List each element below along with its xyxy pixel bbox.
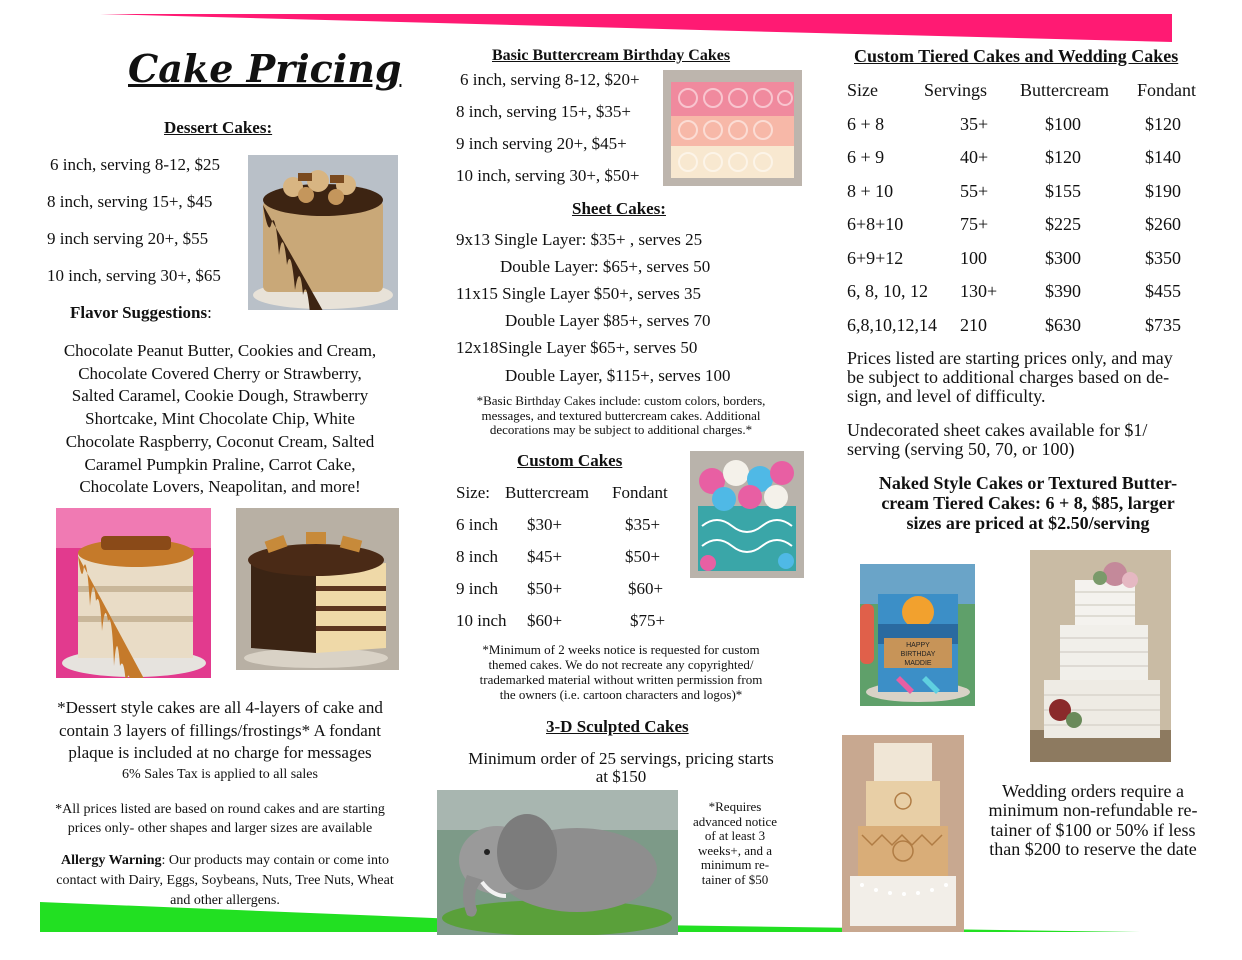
sheet-row: 9x13 Single Layer: $35+ , serves 25 <box>456 230 703 249</box>
prices-note <box>30 800 410 838</box>
tiered-cell: $390 <box>1045 281 1081 301</box>
wedding-line: tainer of $100 or 50% if less <box>990 819 1196 840</box>
beach-birthday-cake-photo <box>860 564 975 706</box>
drip-cake-photo <box>248 155 398 310</box>
undecorated-note <box>847 421 1217 459</box>
dessert-item: 10 inch, serving 30+, $65 <box>47 266 221 285</box>
custom-cell: $50+ <box>625 547 661 566</box>
tiered-heading: Custom Tiered Cakes and Wedding Cakes <box>854 46 1179 66</box>
caramel-naked-cake-photo <box>56 508 211 678</box>
tiered-cell: $120 <box>1045 147 1081 167</box>
tiered-cell: $735 <box>1145 315 1181 335</box>
tiered-cell: 6, 8, 10, 12 <box>847 281 928 301</box>
flavor-list <box>40 340 400 499</box>
tiered-cell: $155 <box>1045 181 1081 201</box>
tiered-cell: $120 <box>1145 114 1181 134</box>
flavor-line: Chocolate Lovers, Neapolitan, and more! <box>79 477 361 497</box>
sheet-row: 11x15 Single Layer $50+, serves 35 <box>456 284 702 303</box>
custom-cell: 8 inch <box>456 547 499 566</box>
buttercream-item: 9 inch serving 20+, $45+ <box>456 134 627 153</box>
sheet-row: Double Layer: $65+, serves 50 <box>500 257 711 276</box>
tiered-cell: $140 <box>1145 147 1181 167</box>
custom-cell: $60+ <box>527 611 563 630</box>
tiered-prices-note <box>847 349 1217 406</box>
tiered-cell: $100 <box>1045 114 1081 134</box>
sculpted-heading: 3-D Sculpted Cakes <box>546 717 689 736</box>
custom-note-line: the owners (i.e. cartoon characters and logos)* <box>499 687 743 702</box>
custom-note-line: trademarked material without written permission from <box>479 672 763 687</box>
dessert-note <box>40 697 400 765</box>
tiered-cell: 6+9+12 <box>847 248 904 268</box>
rosette-cake-photo <box>663 70 802 186</box>
tiered-cell: $190 <box>1145 181 1181 201</box>
dessert-heading: Dessert Cakes: <box>164 118 273 137</box>
sculpted-note-line: advanced notice <box>692 813 778 829</box>
sculpted-note-line: tainer of $50 <box>701 871 769 887</box>
custom-cell: $35+ <box>625 515 661 534</box>
prices-note-line: *All prices listed are based on round cakes and are starting <box>55 802 385 817</box>
plaque-text: HAPPY <box>906 642 930 649</box>
sheet-row: 12x18Single Layer $65+, serves 50 <box>456 338 698 357</box>
buttercream-heading: Basic Buttercream Birthday Cakes <box>492 47 731 64</box>
custom-cell: 9 inch <box>456 579 499 598</box>
custom-cell: $60+ <box>628 579 664 598</box>
tiered-cell: $300 <box>1045 248 1081 268</box>
buttercream-item: 6 inch, serving 8-12, $20+ <box>460 70 640 89</box>
plaque-text: MADDIE <box>904 660 932 667</box>
page-title: Cake Pricing <box>128 46 402 91</box>
sales-tax-note: 6% Sales Tax is applied to all sales <box>122 767 318 782</box>
naked-cakes-note <box>838 473 1218 533</box>
dessert-item: 8 inch, serving 15+, $45 <box>47 192 213 211</box>
custom-col-buttercream: Buttercream <box>505 483 590 502</box>
tiered-col-fondant: Fondant <box>1137 80 1197 100</box>
undecorated-line: Undecorated sheet cakes available for $1/ <box>847 420 1148 440</box>
allergy-warning <box>30 851 420 911</box>
wedding-note <box>968 782 1218 859</box>
tiered-cell: $225 <box>1045 214 1081 234</box>
sliced-cake-photo <box>236 508 399 670</box>
tiered-cell: 6 + 8 <box>847 114 885 134</box>
custom-note-line: *Minimum of 2 weeks notice is requested for custom <box>482 642 760 657</box>
undecorated-line: serving (serving 50, 70, or 100) <box>847 439 1075 459</box>
tiered-cell: 6,8,10,12,14 <box>847 315 937 335</box>
allergy-line: : Our products may contain or come into <box>161 853 389 868</box>
tiered-cell: 6+8+10 <box>847 214 904 234</box>
tiered-cell: $455 <box>1145 281 1181 301</box>
dessert-item: 6 inch, serving 8-12, $25 <box>50 155 220 174</box>
birthday-note-line: *Basic Birthday Cakes include: custom colors, borders, <box>476 393 766 408</box>
flavor-colon: : <box>207 303 212 322</box>
flavor-line: Shortcake, Mint Chocolate Chip, White <box>85 409 355 429</box>
tiered-cell: $630 <box>1045 315 1081 335</box>
sculpted-note-line: weeks+, and a <box>697 842 773 858</box>
tiered-cell: 35+ <box>960 114 989 134</box>
sculpted-line: Minimum order of 25 servings, pricing starts <box>468 749 774 768</box>
white-wedding-cake-photo <box>1030 550 1171 762</box>
tiered-col-size: Size <box>847 80 878 100</box>
dessert-note-line: plaque is included at no charge for messages <box>68 743 372 762</box>
tiered-note-line: be subject to additional charges based on de- <box>847 367 1170 387</box>
flavor-line: Salted Caramel, Cookie Dough, Strawberry <box>71 386 369 406</box>
flavor-line: Chocolate Raspberry, Coconut Cream, Salted <box>65 431 375 451</box>
tiered-cell: 100 <box>960 248 987 268</box>
naked-line: sizes are priced at $2.50/serving <box>906 513 1150 533</box>
custom-note-line: themed cakes. We do not recreate any copyrighted/ <box>488 657 754 672</box>
tiered-note-line: Prices listed are starting prices only, and may <box>847 348 1173 368</box>
naked-line: Naked Style Cakes or Textured Butter- <box>878 473 1178 493</box>
custom-heading: Custom Cakes <box>517 451 623 470</box>
buttercream-item: 10 inch, serving 30+, $50+ <box>456 166 640 185</box>
sculpted-note-line: minimum re- <box>700 857 770 872</box>
top-pink-banner <box>100 14 1172 42</box>
allergy-label: Allergy Warning <box>61 853 162 868</box>
tiered-cell: $350 <box>1145 248 1181 268</box>
sculpted-text <box>452 750 790 786</box>
sculpted-line: at $150 <box>595 767 647 786</box>
elephant-cake-photo <box>437 790 678 935</box>
custom-note <box>452 642 790 702</box>
custom-col-size: Size: <box>456 483 490 502</box>
floral-cake-photo <box>690 451 804 578</box>
plaque-text: BIRTHDAY <box>900 651 936 658</box>
tiered-col-servings: Servings <box>924 80 987 100</box>
wedding-line: minimum non-refundable re- <box>988 800 1198 821</box>
sculpted-note <box>683 800 787 887</box>
tiered-col-buttercream: Buttercream <box>1020 80 1109 100</box>
custom-col-fondant: Fondant <box>612 483 668 502</box>
naked-line: cream Tiered Cakes: 6 + 8, $85, larger <box>881 493 1175 513</box>
tiered-note-line: sign, and level of difficulty. <box>847 386 1046 406</box>
sculpted-note-line: *Requires <box>708 799 762 814</box>
flavor-line: Chocolate Covered Cherry or Strawberry, <box>78 363 362 383</box>
tiered-cell: 8 + 10 <box>847 181 894 201</box>
dessert-note-line: *Dessert style cakes are all 4-layers of cake and <box>57 698 383 717</box>
tiered-cell: $260 <box>1145 214 1181 234</box>
birthday-note-line: messages, and textured buttercream cakes. Additional <box>481 407 761 423</box>
custom-cell: $75+ <box>630 611 666 630</box>
tiered-cell: 75+ <box>960 214 989 234</box>
birthday-note-line: decorations may be subject to additional charges.* <box>489 422 753 437</box>
tiered-cell: 55+ <box>960 181 989 201</box>
prices-note-line: prices only- other shapes and larger sizes are available <box>67 821 373 836</box>
allergy-line: contact with Dairy, Eggs, Soybeans, Nuts, Tree Nuts, Wheat <box>56 873 394 888</box>
allergy-line: and other allergens. <box>170 893 280 908</box>
custom-cell: $45+ <box>527 547 563 566</box>
custom-cell: 6 inch <box>456 515 499 534</box>
sculpted-note-line: of at least 3 <box>704 828 766 843</box>
custom-cell: 10 inch <box>456 611 507 630</box>
dessert-item: 9 inch serving 20+, $55 <box>47 229 209 248</box>
flavor-title <box>70 303 212 323</box>
sheet-row: Double Layer, $115+, serves 100 <box>505 366 731 385</box>
sheet-row: Double Layer $85+, serves 70 <box>505 311 711 330</box>
tiered-cell: 130+ <box>960 281 998 301</box>
wedding-line: Wedding orders require a <box>1002 781 1184 801</box>
sheet-heading: Sheet Cakes: <box>572 199 666 218</box>
custom-cell: $30+ <box>527 515 563 534</box>
buttercream-item: 8 inch, serving 15+, $35+ <box>456 102 631 121</box>
custom-cell: $50+ <box>527 579 563 598</box>
flavor-heading: Flavor Suggestions <box>70 303 208 322</box>
flavor-line: Caramel Pumpkin Praline, Carrot Cake, <box>84 454 356 474</box>
tiered-cell: 210 <box>960 315 987 335</box>
wedding-line: than $200 to reserve the date <box>989 838 1197 859</box>
birthday-note <box>452 394 790 438</box>
gold-tiered-cake-photo <box>842 735 964 932</box>
tiered-cell: 40+ <box>960 147 989 167</box>
tiered-cell: 6 + 9 <box>847 147 885 167</box>
dessert-note-line: contain 3 layers of fillings/frostings* A fondant <box>58 720 381 740</box>
flavor-line: Chocolate Peanut Butter, Cookies and Cream, <box>63 341 377 360</box>
